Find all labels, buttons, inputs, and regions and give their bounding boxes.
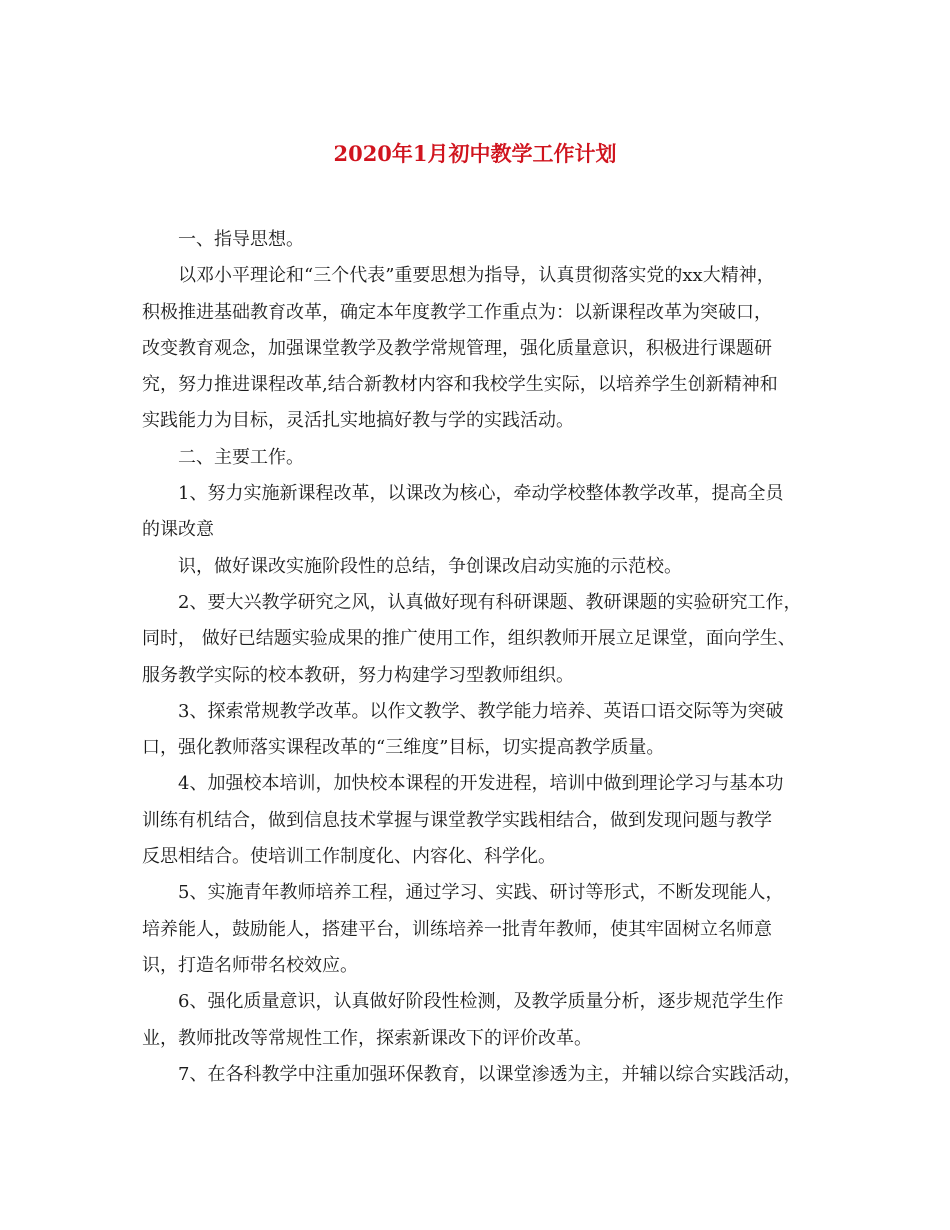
body-line: 究，努力推进课程改革,结合新教材内容和我校学生实际，以培养学生创新精神和 xyxy=(142,374,778,396)
body-line: 以邓小平理论和“三个代表”重要思想为指导，认真贯彻落实党的xx大精神， xyxy=(178,265,775,287)
body-line: 业，教师批改等常规性工作，探索新课改下的评价改革。 xyxy=(142,1027,592,1049)
body-line: 服务教学实际的校本教研，努力构建学习型教师组织。 xyxy=(142,664,574,686)
body-line: 6、强化质量意识，认真做好阶段性检测，及教学质量分析，逐步规范学生作 xyxy=(178,991,784,1013)
body-line: 2、要大兴教学研究之风，认真做好现有科研课题、教研课题的实验研究工作， xyxy=(178,591,802,613)
body-line: 训练有机结合，做到信息技术掌握与课堂教学实践相结合，做到发现问题与教学 xyxy=(142,809,772,831)
body-line: 7、在各科教学中注重加强环保教育，以课堂渗透为主，并辅以综合实践活动， xyxy=(178,1063,802,1085)
body-line: 培养能人，鼓励能人，搭建平台，训练培养一批青年教师，使其牢固树立名师意 xyxy=(142,918,772,940)
body-line: 识，打造名师带名校效应。 xyxy=(142,954,358,976)
body-line: 3、探索常规教学改革。以作文教学、教学能力培养、英语口语交际等为突破 xyxy=(178,700,784,722)
body-line: 一、指导思想。 xyxy=(178,229,304,250)
document-title: 2020年1月初中教学工作计划 xyxy=(333,141,617,166)
body-line: 反思相结合。使培训工作制度化、内容化、科学化。 xyxy=(142,846,556,868)
body-line: 的课改意 xyxy=(142,519,214,541)
body-line: 4、加强校本培训，加快校本课程的开发进程，培训中做到理论学习与基本功 xyxy=(178,773,784,795)
body-line: 二、主要工作。 xyxy=(178,446,304,468)
body-line: 实践能力为目标，灵活扎实地搞好教与学的实践活动。 xyxy=(142,410,574,432)
document-body xyxy=(142,222,818,1093)
body-line: 1、努力实施新课程改革，以课改为核心，牵动学校整体教学改革，提高全员 xyxy=(178,483,784,505)
body-line: 识，做好课改实施阶段性的总结，争创课改启动实施的示范校。 xyxy=(178,555,682,577)
body-line: 积极推进基础教育改革，确定本年度教学工作重点为：以新课程改革为突破口， xyxy=(142,301,772,323)
body-line: 改变教育观念，加强课堂教学及教学常规管理，强化质量意识，积极进行课题研 xyxy=(142,337,772,359)
body-line: 5、实施青年教师培养工程，通过学习、实践、研讨等形式，不断发现能人， xyxy=(178,882,784,904)
body-line: 同时， 做好已结题实验成果的推广使用工作，组织教师开展立足课堂，面向学生、 xyxy=(142,628,796,650)
body-line: 口，强化教师落实课程改革的“三维度”目标，切实提高教学质量。 xyxy=(142,737,665,759)
